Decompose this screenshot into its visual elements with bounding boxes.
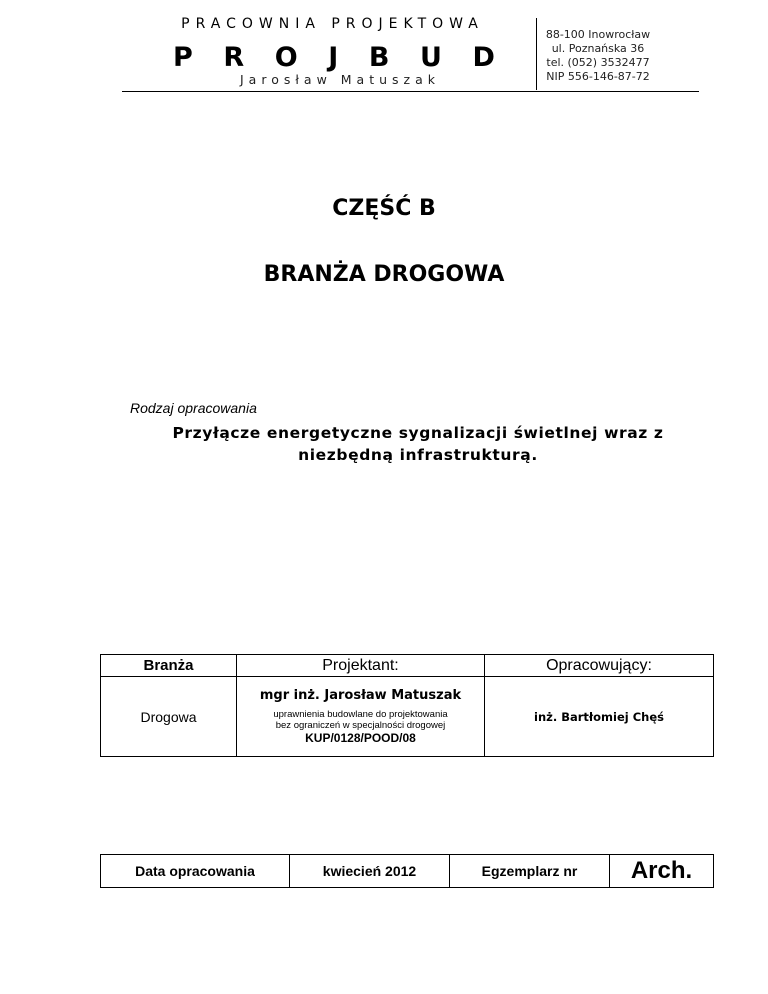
logo-letter: U: [420, 42, 442, 73]
logo-letter: D: [472, 42, 495, 73]
description-line: niezbędną infrastrukturą.: [298, 446, 538, 464]
branch-value: Drogowa: [140, 708, 197, 725]
logo-letter: O: [274, 42, 298, 73]
header-author: Opracowujący:: [546, 656, 652, 674]
logo-letter: P: [173, 42, 193, 73]
address-line: ul. Poznańska 36: [551, 42, 645, 55]
description-line: Przyłącze energetyczne sygnalizacji świetlnej wraz z: [172, 424, 664, 442]
copy-label: Egzemplarz nr: [481, 863, 578, 879]
studio-owner: Jarosław Matuszak: [239, 72, 441, 87]
part-title: CZĘŚĆ B: [332, 196, 436, 221]
date-value: kwiecień 2012: [322, 863, 417, 879]
date-label: Data opracowania: [135, 863, 255, 879]
company-logo: [173, 42, 495, 73]
document-kind-label: Rodzaj opracowania: [130, 400, 257, 416]
address-line: 88-100 Inowrocław: [545, 28, 651, 41]
header-designer: Projektant:: [322, 656, 399, 674]
permission-number: KUP/0128/POOD/08: [305, 731, 416, 745]
header-divider: [536, 18, 537, 90]
copy-value: Arch.: [630, 857, 693, 884]
designers-table: [100, 654, 714, 757]
document-description: [120, 422, 716, 466]
logo-letter: R: [223, 42, 245, 73]
logo-letter: J: [328, 42, 339, 73]
designer-cell: [237, 677, 484, 756]
author-name: inż. Bartłomiej Chęś: [534, 709, 664, 724]
permission-line: uprawnienia budowlane do projektowania: [273, 709, 448, 720]
designer-name: mgr inż. Jarosław Matuszak: [259, 688, 462, 703]
logo-letter: B: [368, 42, 390, 73]
metadata-table: [100, 854, 714, 888]
address-line: NIP 556-146-87-72: [546, 70, 650, 83]
address-line: tel. (052) 3532477: [546, 56, 650, 69]
branch-title: BRANŻA DROGOWA: [263, 262, 505, 287]
studio-name: PRACOWNIA PROJEKTOWA: [181, 16, 484, 32]
header-rule: [122, 91, 699, 92]
header-branch: Branża: [143, 657, 194, 674]
company-address: [538, 28, 658, 84]
permission-line: bez ograniczeń w specjalności drogowej: [275, 720, 446, 731]
